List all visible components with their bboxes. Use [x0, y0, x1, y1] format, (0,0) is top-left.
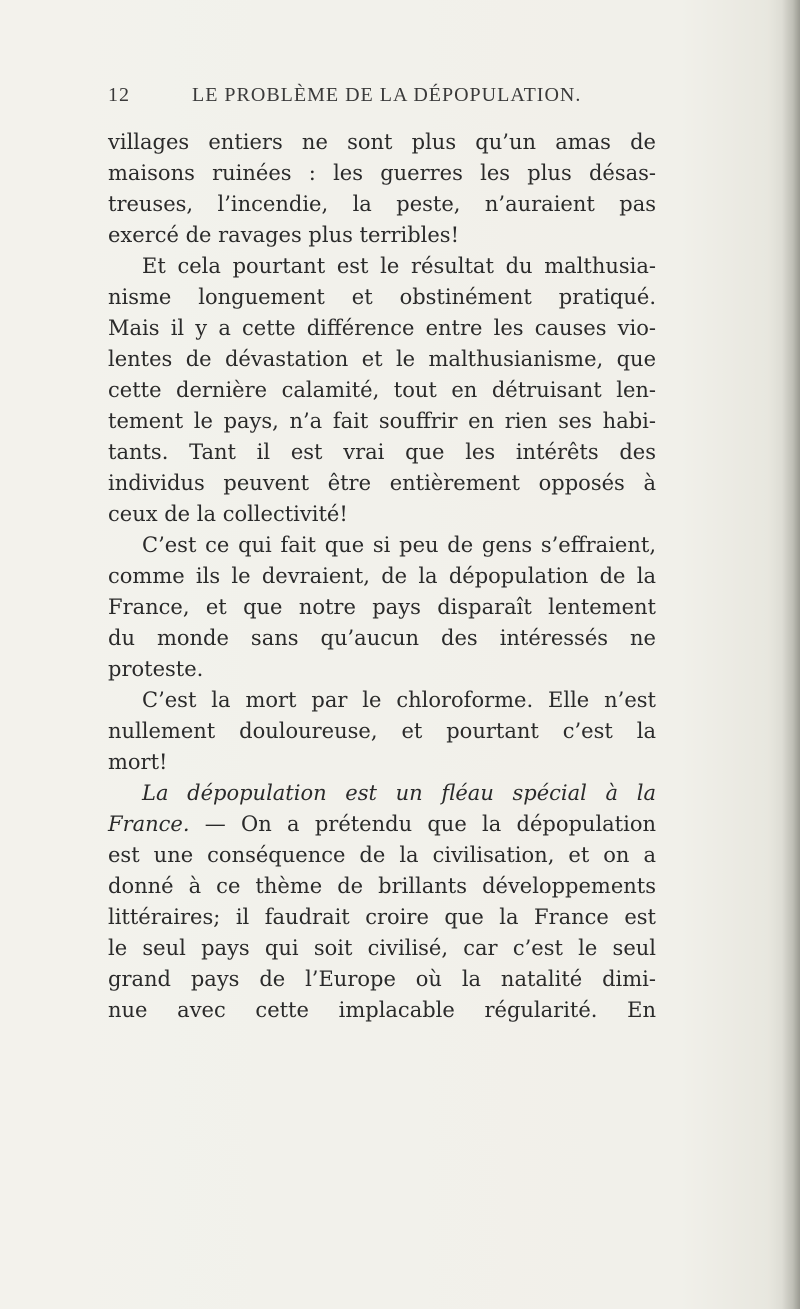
text-line: villages entiers ne sont plus qu’un amas de — [108, 130, 656, 154]
text-line: C’est la mort par le chloroforme. Elle n’est — [142, 688, 656, 712]
text-line: nue avec cette implacable régularité. En — [108, 998, 656, 1022]
page-edge-shadow — [782, 0, 800, 1309]
text-line: tants. Tant il est vrai que les intérêts des — [108, 440, 656, 464]
text-line: tement le pays, n’a fait souffrir en rien ses habi- — [108, 409, 656, 433]
section-heading-italic: La dépopulation est un fléau spécial à la — [142, 781, 656, 805]
text-line: nisme longuement et obstinément pratiqué. — [108, 285, 656, 309]
text-line: treuses, l’incendie, la peste, n’auraient pas — [108, 192, 656, 216]
text-line: individus peuvent être entièrement opposés à — [108, 471, 656, 495]
text-line: C’est ce qui fait que si peu de gens s’effraient, — [142, 533, 656, 557]
text-line: du monde sans qu’aucun des intéressés ne — [108, 626, 656, 650]
text-run: — On a prétendu que la dépopulation — [189, 812, 656, 836]
text-line: littéraires; il faudrait croire que la France est — [108, 905, 656, 929]
text-line: maisons ruinées : les guerres les plus désas- — [108, 161, 656, 185]
text-line: donné à ce thème de brillants développements — [108, 874, 656, 898]
text-line: Mais il y a cette différence entre les causes vio- — [108, 316, 656, 340]
text-line: cette dernière calamité, tout en détruisant len- — [108, 378, 656, 402]
text-line: le seul pays qui soit civilisé, car c’est le seul — [108, 936, 656, 960]
text-line: ceux de la collectivité! — [108, 502, 348, 526]
text-line: proteste. — [108, 657, 204, 681]
body-text — [108, 127, 656, 1026]
text-line-mixed — [108, 809, 656, 840]
italic-run: France. — [108, 812, 190, 836]
text-line: comme ils le devraient, de la dépopulation de la — [108, 564, 656, 588]
page-number: 12 — [108, 84, 130, 106]
text-line: grand pays de l’Europe où la natalité dimi- — [108, 967, 656, 991]
text-line: mort! — [108, 750, 168, 774]
running-header — [108, 84, 656, 116]
text-line: nullement douloureuse, et pourtant c’est la — [108, 719, 656, 743]
text-line: Et cela pourtant est le résultat du malthusia- — [142, 254, 656, 278]
text-line: est une conséquence de la civilisation, et on a — [108, 843, 656, 867]
text-line: lentes de dévastation et le malthusianisme, que — [108, 347, 656, 371]
running-title: LE PROBLÈME DE LA DÉPOPULATION. — [192, 84, 582, 106]
text-line: exercé de ravages plus terribles! — [108, 223, 460, 247]
text-line: France, et que notre pays disparaît lentement — [108, 595, 656, 619]
